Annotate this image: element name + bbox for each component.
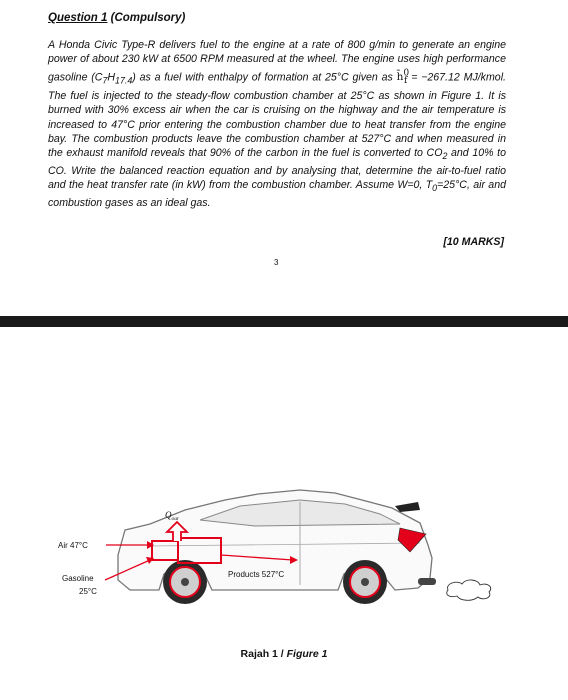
caption-english: Figure 1 bbox=[286, 648, 328, 660]
question-text-part: A Honda Civic Type-R delivers fuel to the engine at a rate of 800 g/min to generate an engine power of about 230 kW at 6500 RPM measured at the wheel. The engine uses high performance gasoline (C bbox=[48, 39, 506, 84]
gasoline-label: Gasoline bbox=[62, 574, 94, 583]
enthalpy-symbol bbox=[396, 68, 410, 87]
caption-malay: Rajah 1 / bbox=[240, 648, 287, 660]
subscript: 2 bbox=[442, 151, 448, 162]
products-label: Products 527°C bbox=[228, 570, 285, 579]
car-figure bbox=[0, 327, 568, 700]
question-text-part: H bbox=[107, 71, 116, 84]
question-text-part: =25°C, air and combustion gases as an ideal gas. bbox=[48, 179, 506, 209]
question-tag: (Compulsory) bbox=[107, 12, 186, 24]
question-text bbox=[48, 38, 506, 210]
exhaust-pipe bbox=[418, 578, 436, 585]
question-number: Question 1 bbox=[48, 12, 108, 24]
enthalpy-h: h̄ bbox=[396, 71, 404, 84]
rear-spoiler bbox=[395, 502, 420, 512]
gasoline-temp-label: 25°C bbox=[79, 587, 97, 596]
air-label: Air 47°C bbox=[58, 541, 88, 550]
front-wheel bbox=[163, 560, 207, 604]
subscript: 0 bbox=[432, 183, 438, 194]
q-out-sub: out bbox=[171, 516, 179, 522]
exhaust-cloud bbox=[447, 580, 491, 600]
question-heading bbox=[48, 12, 185, 24]
question-text-part: ) as a fuel with enthalpy of formation at 25°C given as bbox=[132, 71, 397, 84]
figure-caption bbox=[0, 648, 568, 660]
subscript: f bbox=[404, 76, 408, 87]
question-text-part: and 10% to CO. Write the balanced reaction equation and by analysing that, determine the air-to-fuel ratio and the heat transfer rate (in kW) from the combustion chamber. Assume W=0, T bbox=[48, 147, 506, 192]
superscript: 0 bbox=[403, 68, 410, 79]
q-out-main: Q bbox=[165, 510, 172, 520]
page-number: 3 bbox=[274, 258, 279, 267]
subscript: 7 bbox=[102, 75, 108, 86]
marks-label: [10 MARKS] bbox=[443, 236, 504, 248]
rear-wheel bbox=[343, 560, 387, 604]
page-divider bbox=[0, 316, 568, 327]
subscript: 17.4 bbox=[115, 75, 133, 86]
question-text-part: = −267.12 MJ/kmol. The fuel is injected to the steady-flow combustion chamber at 25°C as shown in Figure 1. It is burned with 30% excess air when the car is cruising on the highway and the air temperature is increased to 47°C prior entering the combustion chamber due to heat transfer from the engine bay. The combustion products leave the combustion chamber at 527°C and when measured in the exhaust manifold reveals that 90% of the carbon in the fuel is converted to CO bbox=[48, 71, 506, 160]
